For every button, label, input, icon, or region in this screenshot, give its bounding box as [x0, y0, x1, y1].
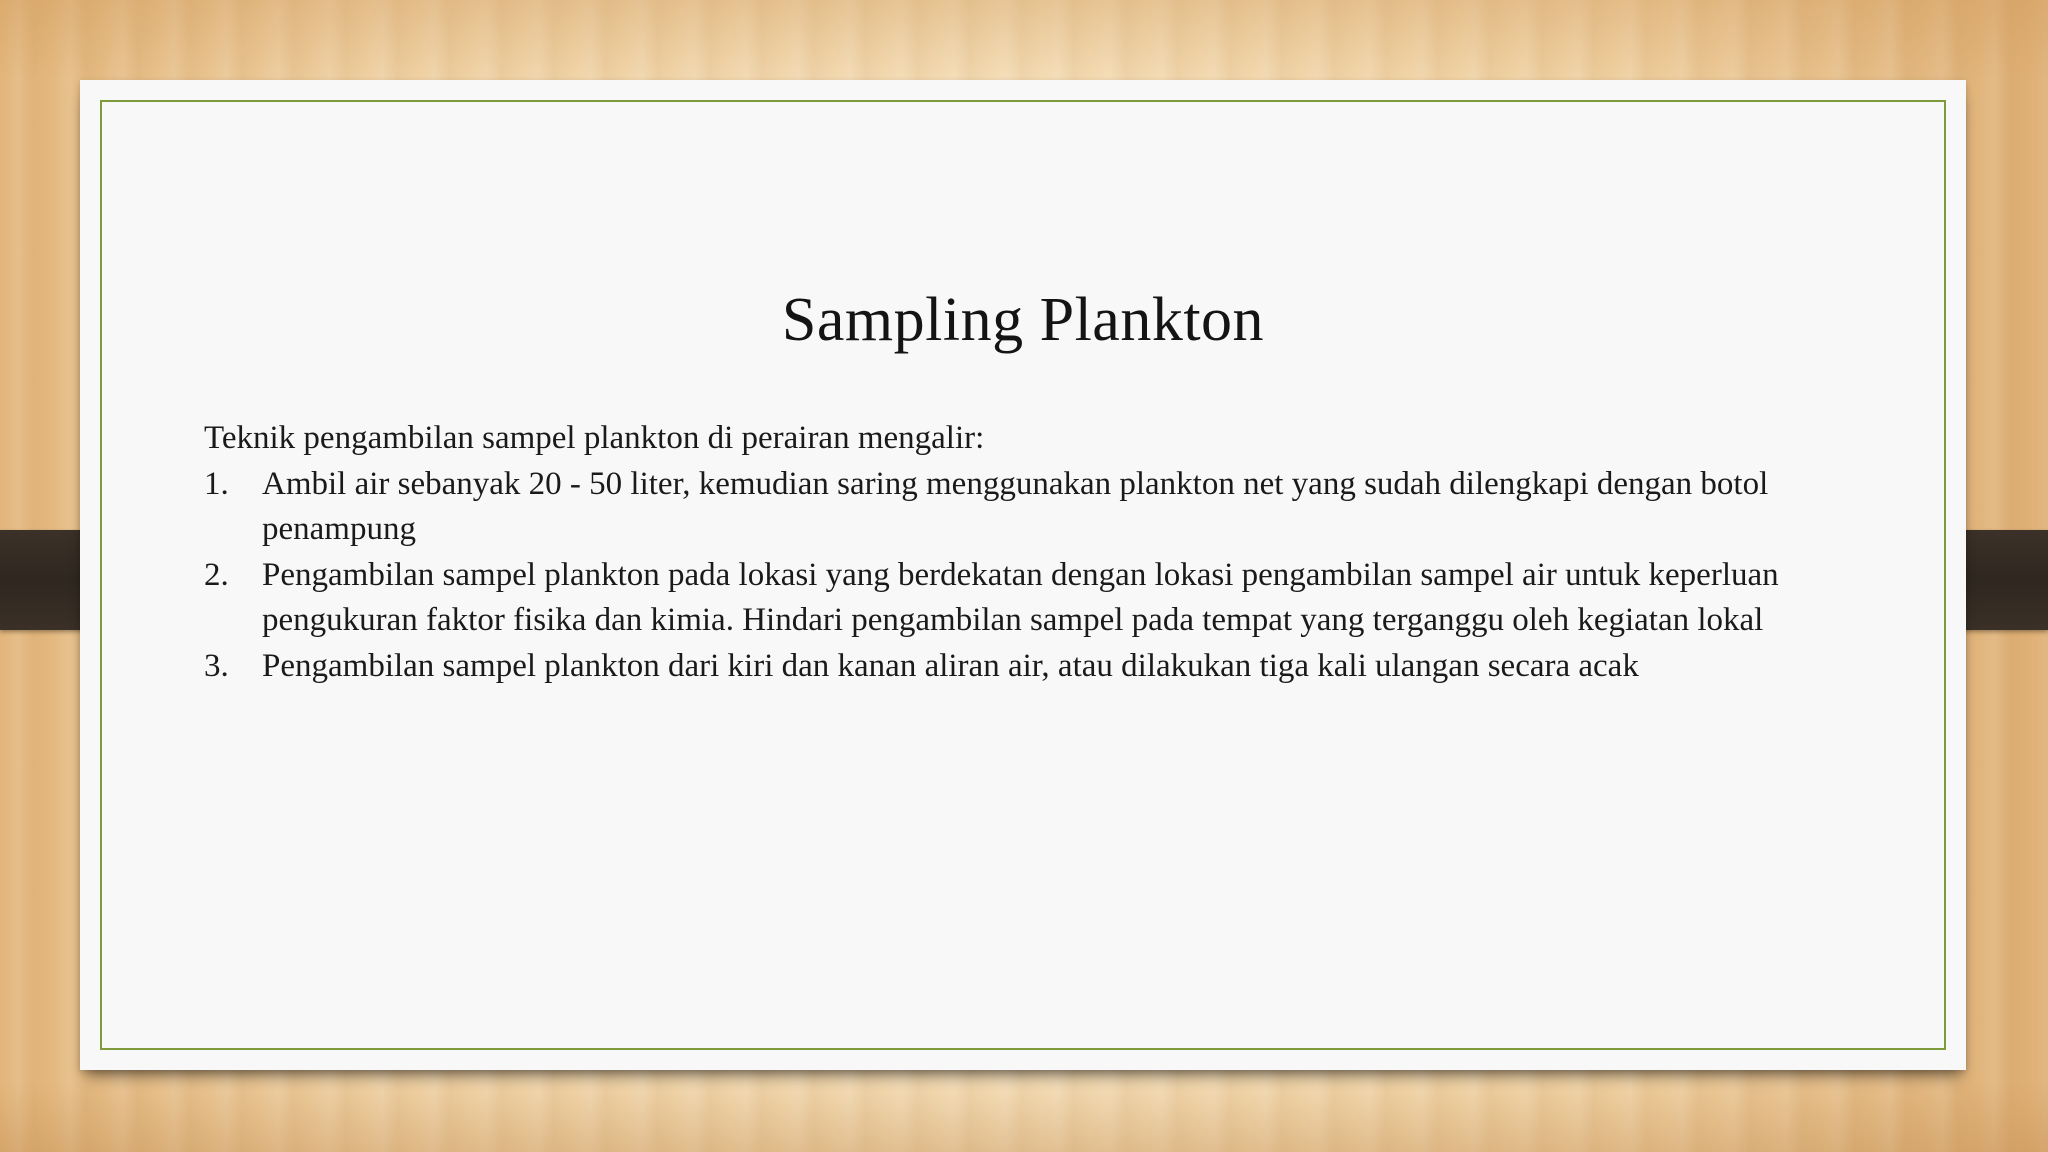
wood-background-bottom-shade — [0, 1082, 2048, 1152]
list-item-number: 3. — [204, 647, 229, 684]
steps-list — [204, 462, 1844, 690]
list-item-text: Pengambilan sampel plankton dari kiri dan kanan aliran air, atau dilakukan tiga kali ulangan secara acak — [262, 647, 1639, 684]
list-item-number: 2. — [204, 556, 229, 593]
list-item-number: 1. — [204, 465, 229, 502]
list-item — [204, 462, 1844, 553]
intro-text: Teknik pengambilan sampel plankton di perairan mengalir: — [204, 420, 985, 456]
list-item-text: Ambil air sebanyak 20 - 50 liter, kemudian saring menggunakan plankton net yang sudah dilengkapi dengan botol penampung — [262, 465, 1769, 547]
list-item — [204, 644, 1844, 690]
slide-body — [204, 416, 1844, 689]
slide-card — [80, 80, 1966, 1070]
list-item-text: Pengambilan sampel plankton pada lokasi yang berdekatan dengan lokasi pengambilan sampel air untuk keperluan pengukuran faktor fisika dan kimia. Hindari pengambilan sampel pada tempat yang terganggu oleh kegiatan lokal — [262, 556, 1779, 638]
wood-background-top-shade — [0, 0, 2048, 80]
slide-title: Sampling Plankton — [781, 286, 1265, 354]
list-item — [204, 553, 1844, 644]
